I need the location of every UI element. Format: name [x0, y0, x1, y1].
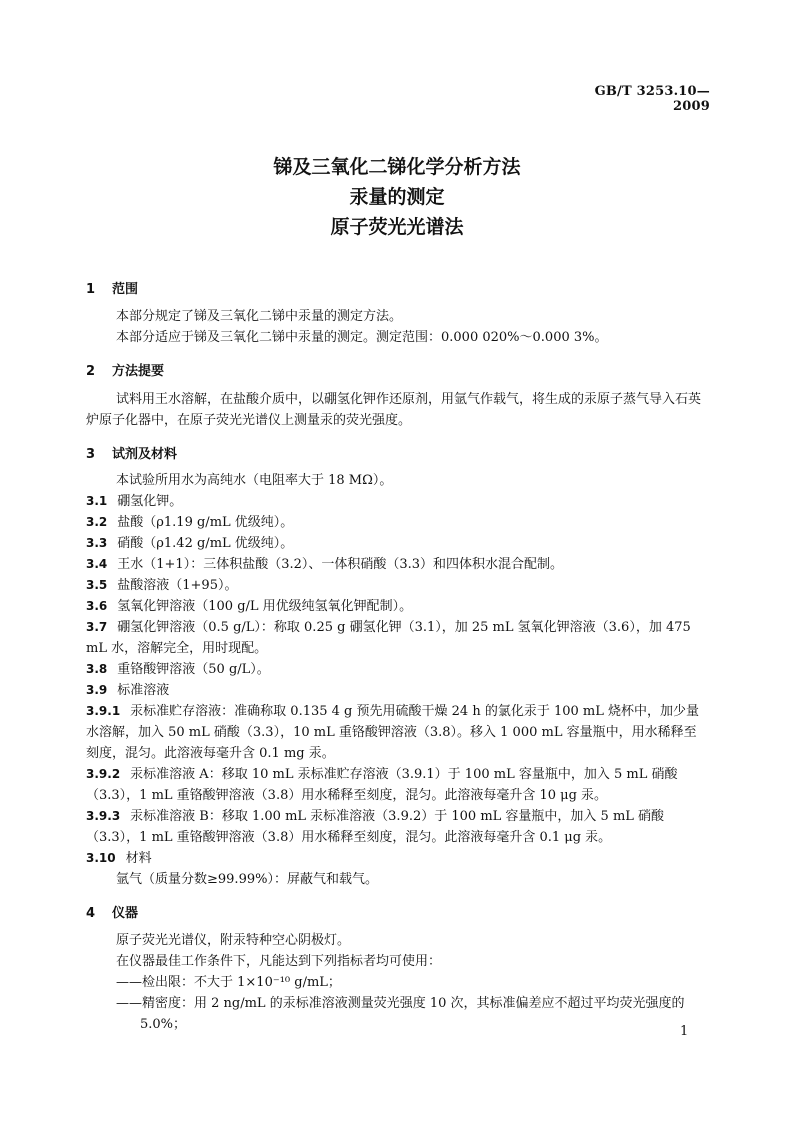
- item-text: 硼氢化钾溶液（0.5 g/L）：称取 0.25 g 硼氢化钾（3.1），加 25 mL 氢氧化钾溶液（3.6），加 475 mL 水，溶解完全，用时现配。: [86, 620, 691, 656]
- item-number: 3.5: [86, 578, 108, 592]
- paragraph: 本部分规定了锑及三氧化二锑中汞量的测定方法。: [116, 309, 403, 324]
- list-item: [86, 554, 706, 575]
- item-number: 3.4: [86, 557, 108, 571]
- title-line-1: 锑及三氧化二锑化学分析方法: [273, 156, 521, 178]
- item-number: 3.9.1: [86, 704, 121, 718]
- item-text: 氢氧化钾溶液（100 g/L 用优级纯氢氧化钾配制）。: [117, 599, 413, 614]
- item-text: 硝酸（ρ1.42 g/mL 优级纯）。: [117, 536, 294, 551]
- item-text: 盐酸溶液（1+95）。: [117, 578, 238, 593]
- list-item: [86, 512, 706, 533]
- list-item: [86, 575, 706, 596]
- spec-item-detection-limit: [116, 972, 706, 993]
- item-text: 硼氢化钾。: [117, 494, 183, 509]
- item-number: 3.2: [86, 515, 108, 529]
- item-number: 3.7: [86, 620, 108, 634]
- title-line-3: 原子荧光光谱法: [330, 216, 464, 238]
- paragraph: 原子荧光光谱仪，附汞特种空心阴极灯。: [116, 933, 351, 948]
- item-text: 重铬酸钾溶液（50 g/L）。: [117, 662, 270, 677]
- item-text: 汞标准贮存溶液：准确称取 0.135 4 g 预先用硫酸干燥 24 h 的氯化汞于 100 mL 烧杯中，加少量水溶解，加入 50 mL 硝酸（3.3），10 mL 重铬酸钾溶液（3.8）。移入 1 000 mL 容量瓶中，用水稀释至刻度，混匀。此溶液每毫升含 0.1 mg 汞。: [86, 704, 699, 761]
- paragraph: 氩气（质量分数≥99.99%）：屏蔽气和载气。: [116, 872, 378, 887]
- item-number: 3.3: [86, 536, 108, 550]
- section-title: 方法提要: [112, 364, 165, 379]
- item-number: 3.10: [86, 851, 116, 865]
- section-number: 3: [86, 447, 96, 462]
- section-number: 4: [86, 906, 96, 921]
- paragraph: 在仪器最佳工作条件下，凡能达到下列指标者均可使用：: [116, 954, 442, 969]
- spec-text: ——精密度：用 2 ng/mL 的汞标准溶液测量荧光强度 10 次，其标准偏差应不超过平均荧光强度的 5.0%；: [116, 996, 685, 1032]
- section-number: 2: [86, 364, 96, 379]
- paragraph: 本部分适应于锑及三氧化二锑中汞量的测定。测定范围：0.000 020%～0.000 3%。: [116, 330, 608, 345]
- section-title: 范围: [112, 282, 139, 297]
- page-number: 1: [680, 1024, 689, 1039]
- spec-text: ——检出限：不大于 1×10⁻¹⁰ g/mL；: [116, 975, 341, 990]
- list-item: [86, 659, 706, 680]
- item-number: 3.9.3: [86, 809, 121, 823]
- item-text: 王水（1+1）：三体积盐酸（3.2）、一体积硝酸（3.3）和四体积水混合配制。: [117, 557, 564, 572]
- section-2-heading: [86, 360, 164, 379]
- item-text: 材料: [125, 851, 152, 866]
- section-title: 仪器: [112, 906, 139, 921]
- paragraph: 本试验所用水为高纯水（电阻率大于 18 MΩ）。: [116, 473, 393, 488]
- list-item: [86, 491, 706, 512]
- item-number: 3.9: [86, 683, 108, 697]
- section-number: 1: [86, 282, 96, 297]
- paragraph: 试料用王水溶解，在盐酸介质中，以硼氢化钾作还原剂，用氩气作载气，将生成的汞原子蒸气导入石英炉原子化器中，在原子荧光光谱仪上测量汞的荧光强度。: [86, 392, 702, 428]
- title-line-2: 汞量的测定: [349, 186, 445, 208]
- list-item: [86, 701, 706, 764]
- item-number: 3.6: [86, 599, 108, 613]
- item-number: 3.8: [86, 662, 108, 676]
- item-number: 3.1: [86, 494, 108, 508]
- section-1-heading: [86, 278, 138, 297]
- list-item: [86, 533, 706, 554]
- section-title: 试剂及材料: [112, 447, 178, 462]
- list-item: [86, 680, 706, 701]
- list-item: [86, 848, 706, 869]
- section-3-heading: [86, 443, 177, 462]
- item-text: 汞标准溶液 A：移取 10 mL 汞标准贮存溶液（3.9.1）于 100 mL 容量瓶中，加入 5 mL 硝酸（3.3），1 mL 重铬酸钾溶液（3.8）用水稀释至刻度，混匀。此溶液每毫升含 10 μg 汞。: [86, 767, 678, 803]
- list-item: [86, 806, 706, 848]
- item-text: 汞标准溶液 B：移取 1.00 mL 汞标准溶液（3.9.2）于 100 mL 容量瓶中，加入 5 mL 硝酸（3.3），1 mL 重铬酸钾溶液（3.8）用水稀释至刻度，混匀。此溶液每毫升含 0.1 μg 汞。: [86, 809, 665, 845]
- list-item: [86, 764, 706, 806]
- item-text: 标准溶液: [117, 683, 170, 698]
- standard-number: GB/T 3253.10—2009: [594, 84, 710, 114]
- item-text: 盐酸（ρ1.19 g/mL 优级纯）。: [117, 515, 294, 530]
- item-number: 3.9.2: [86, 767, 121, 781]
- list-item: [86, 596, 706, 617]
- section-4-heading: [86, 902, 138, 921]
- list-item: [86, 617, 706, 659]
- spec-item-precision: [116, 993, 706, 1035]
